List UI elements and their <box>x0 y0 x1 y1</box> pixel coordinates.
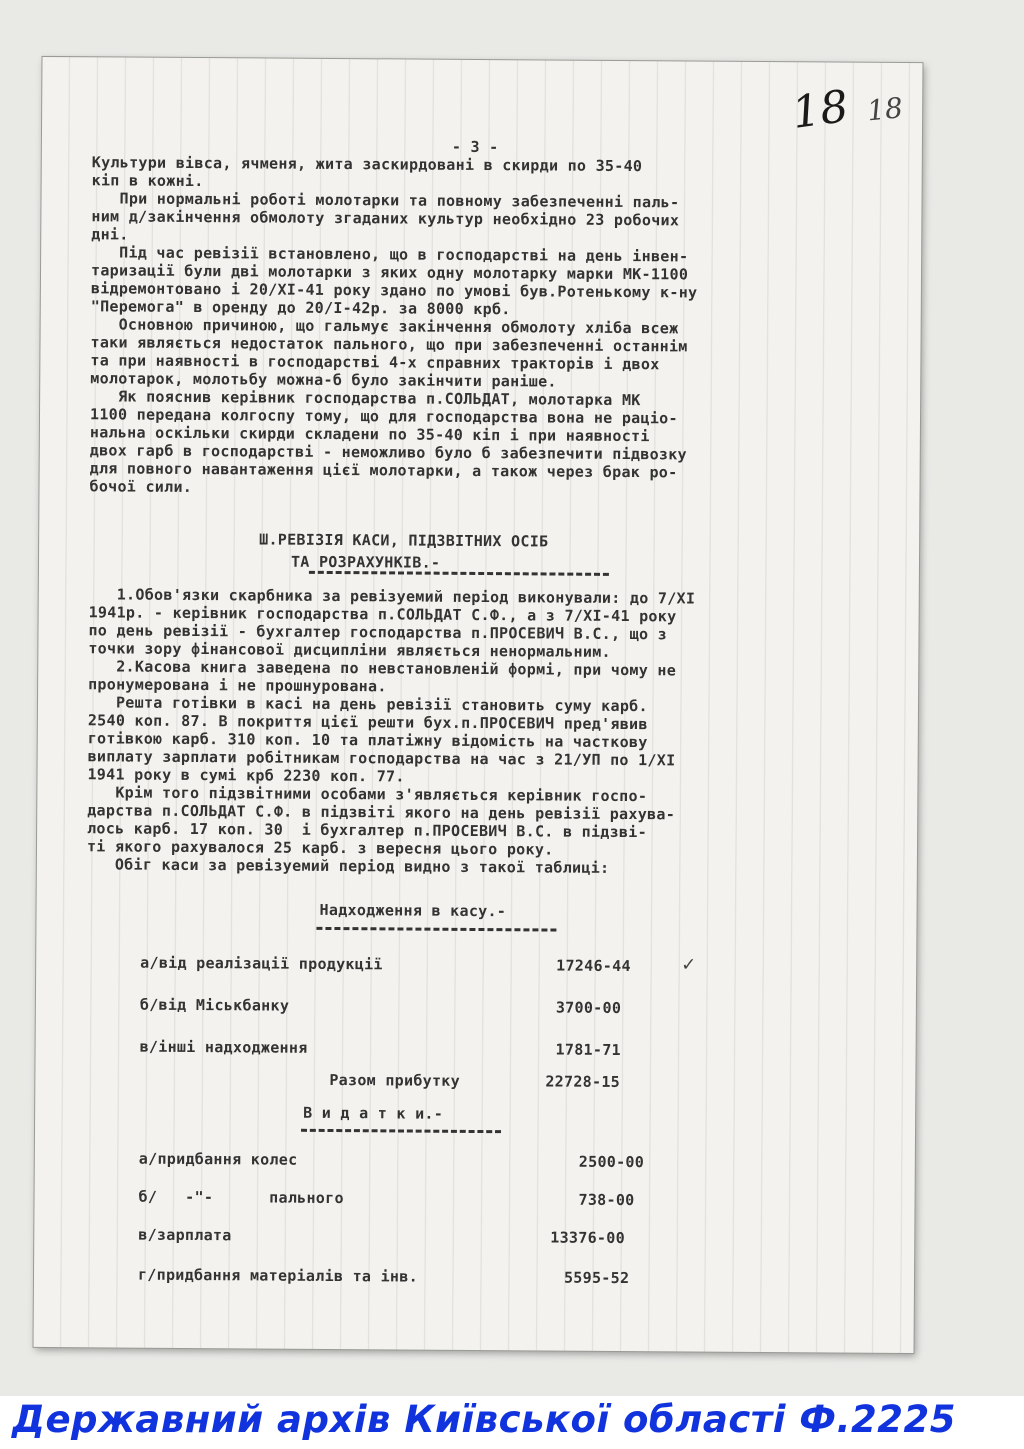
expenses-title-underline <box>301 1129 501 1133</box>
expense-label: а/придбання колес <box>138 1149 298 1169</box>
receipt-label: б/від Міськбанку <box>139 995 290 1015</box>
receipt-label: в/інші надходження <box>139 1037 308 1057</box>
expense-amount: 738-00 <box>578 1190 635 1210</box>
receipt-label: а/від реалізації продукції <box>140 953 383 974</box>
text-line: для повного навантаження цієї молотарки, а також через брак ро- <box>89 459 678 482</box>
section-heading-line2: ТА РОЗРАХУНКІВ.- <box>290 552 441 572</box>
paragraph-threshing <box>89 153 891 501</box>
text-line: ним д/закінчення обмолоту згаданих культур необхідно 23 робочих <box>91 207 680 230</box>
text-line: готівкою карб. 310 коп. 10 та платіжну відомість на часткову <box>87 729 648 752</box>
text-line: ті якого рахувалося 25 карб. з вересня цього року. <box>86 837 554 859</box>
expense-amount: 2500-00 <box>578 1152 645 1172</box>
text-line: нальна оскільки скирди складени по 35-40 кіп і при наявності <box>89 423 650 446</box>
table-row <box>139 1150 779 1176</box>
text-line: лось карб. 17 коп. 30 і бухгалтер п.ПРОСЕВИЧ В.С. в підзві- <box>87 819 648 842</box>
text-line: таки являється недостаток пального, що при забезпеченні останнім <box>90 333 688 356</box>
expense-label: г/придбання матеріалів та інв. <box>137 1265 419 1286</box>
text-line: При нормальні роботі молотарки та повному забезпеченні паль- <box>91 189 680 212</box>
text-line: 2540 коп. 87. В покриття цієї решти бух.п.ПРОСЕВИЧ пред'явив <box>87 711 648 734</box>
text-line: молотарок, молотьбу можна-б було закінчити раніше. <box>90 369 557 391</box>
text-line: бочої сили. <box>89 477 193 496</box>
receipt-amount: 3700-00 <box>555 998 622 1018</box>
paragraph-cash-audit <box>87 585 889 879</box>
document-sheet <box>34 57 923 1353</box>
text-line: Культури вівса, ячменя, жита заскирдовані в скирди по 35-40 <box>91 153 643 176</box>
expenses-title: В и д а т к и.- <box>303 1103 444 1123</box>
table-row <box>138 1226 778 1252</box>
folio-number-corner: 18 <box>865 91 905 128</box>
text-line: пронумерована і не прошнурована. <box>88 675 387 696</box>
expenses-table <box>137 1149 779 1288</box>
text-line: виплату зарплати робітникам господарства на час з 21/УП по 1/XI <box>87 747 676 770</box>
text-line: "Перемога" в оренду до 20/I-42р. за 8000 крб. <box>90 297 511 319</box>
receipts-total-amount: 22728-15 <box>545 1072 621 1092</box>
text-line: дарства п.СОЛЬДАТ С.Ф. в підзвіті якого на день ревізії рахува- <box>87 801 676 824</box>
text-line: точки зору фінансової дисципліни являється ненормальним. <box>88 639 611 661</box>
archive-caption: Державний архів Київської області Ф.2225 <box>12 1398 957 1441</box>
receipts-total-row <box>139 1070 779 1096</box>
table-row <box>138 1266 778 1292</box>
text-line: 1941р. - керівник господарства п.СОЛЬДАТ С.Ф., а з 7/XI-41 року <box>88 603 677 626</box>
archive-caption-bar <box>0 1396 1024 1449</box>
section-heading-line1: Ш.РЕВІЗІЯ КАСИ, ПІДЗВІТНИХ ОСІБ <box>259 530 549 551</box>
text-line: 2.Касова книга заведена по невстановленій формі, при чому не <box>88 657 677 680</box>
expense-amount: 13376-00 <box>550 1228 626 1248</box>
text-line: та при наявності в господарстві 4-х справних тракторів і двох <box>90 351 660 374</box>
text-line: дні. <box>91 225 129 244</box>
text-line: таризації були дві молотарки з яких одну молотарку марки МК-1100 <box>90 261 689 284</box>
text-line: Основною причиною, що гальмує закінчення обмолоту хліба всеж <box>90 315 679 338</box>
text-line: відремонтовано і 20/XI-41 року здано по умові був.Ротенькому к-ну <box>90 279 698 302</box>
text-line: Під час ревізії встановлено, що в господарстві на день інвен- <box>91 243 689 266</box>
table-row <box>140 1038 780 1064</box>
section-heading <box>259 528 549 574</box>
text-line: кіп в кожні. <box>91 171 204 191</box>
text-line: Решта готівки в касі на день ревізії становить суму карб. <box>87 693 648 716</box>
text-line: 1100 передана колгоспу тому, що для господарства вона не раціо- <box>89 405 678 428</box>
table-row <box>138 1188 778 1214</box>
table-row <box>140 996 780 1022</box>
text-line: по день ревізії - бухгалтер господарства п.ПРОСЕВИЧ В.С., що з <box>88 621 668 644</box>
expense-label: б/ -"- пального <box>138 1187 344 1208</box>
heading-underline <box>309 571 609 576</box>
text-line: 1.Обов'язки скарбника за ревізуемий період виконували: до 7/XI <box>88 585 696 608</box>
text-line: двох гарб в господарстві - неможливо було б забезпечити підвозку <box>89 441 687 464</box>
receipts-title: Надходження в касу.- <box>319 900 507 921</box>
text-line: Крім того підзвітними особами з'являється керівник госпо- <box>87 783 648 806</box>
text-line: Як пояснив керівник господарства п.СОЛЬДАТ, молотарка МК <box>90 387 641 410</box>
check-mark-icon: ✓ <box>681 954 697 976</box>
receipts-title-underline <box>316 927 556 932</box>
receipt-amount: 1781-71 <box>555 1040 621 1060</box>
receipt-amount: 17246-44 <box>556 956 631 976</box>
text-line: Обіг каси за ревізуемий період видно з такої таблиці: <box>86 855 610 877</box>
expense-amount: 5595-52 <box>563 1268 630 1288</box>
receipts-total-label: Разом прибутку <box>329 1070 461 1090</box>
page-number: - 3 - <box>451 137 499 157</box>
text-line: 1941 року в сумі крб 2230 коп. 77. <box>87 765 405 786</box>
expense-label: в/зарплата <box>138 1225 232 1245</box>
folio-number-handwritten: 18 <box>789 80 852 139</box>
